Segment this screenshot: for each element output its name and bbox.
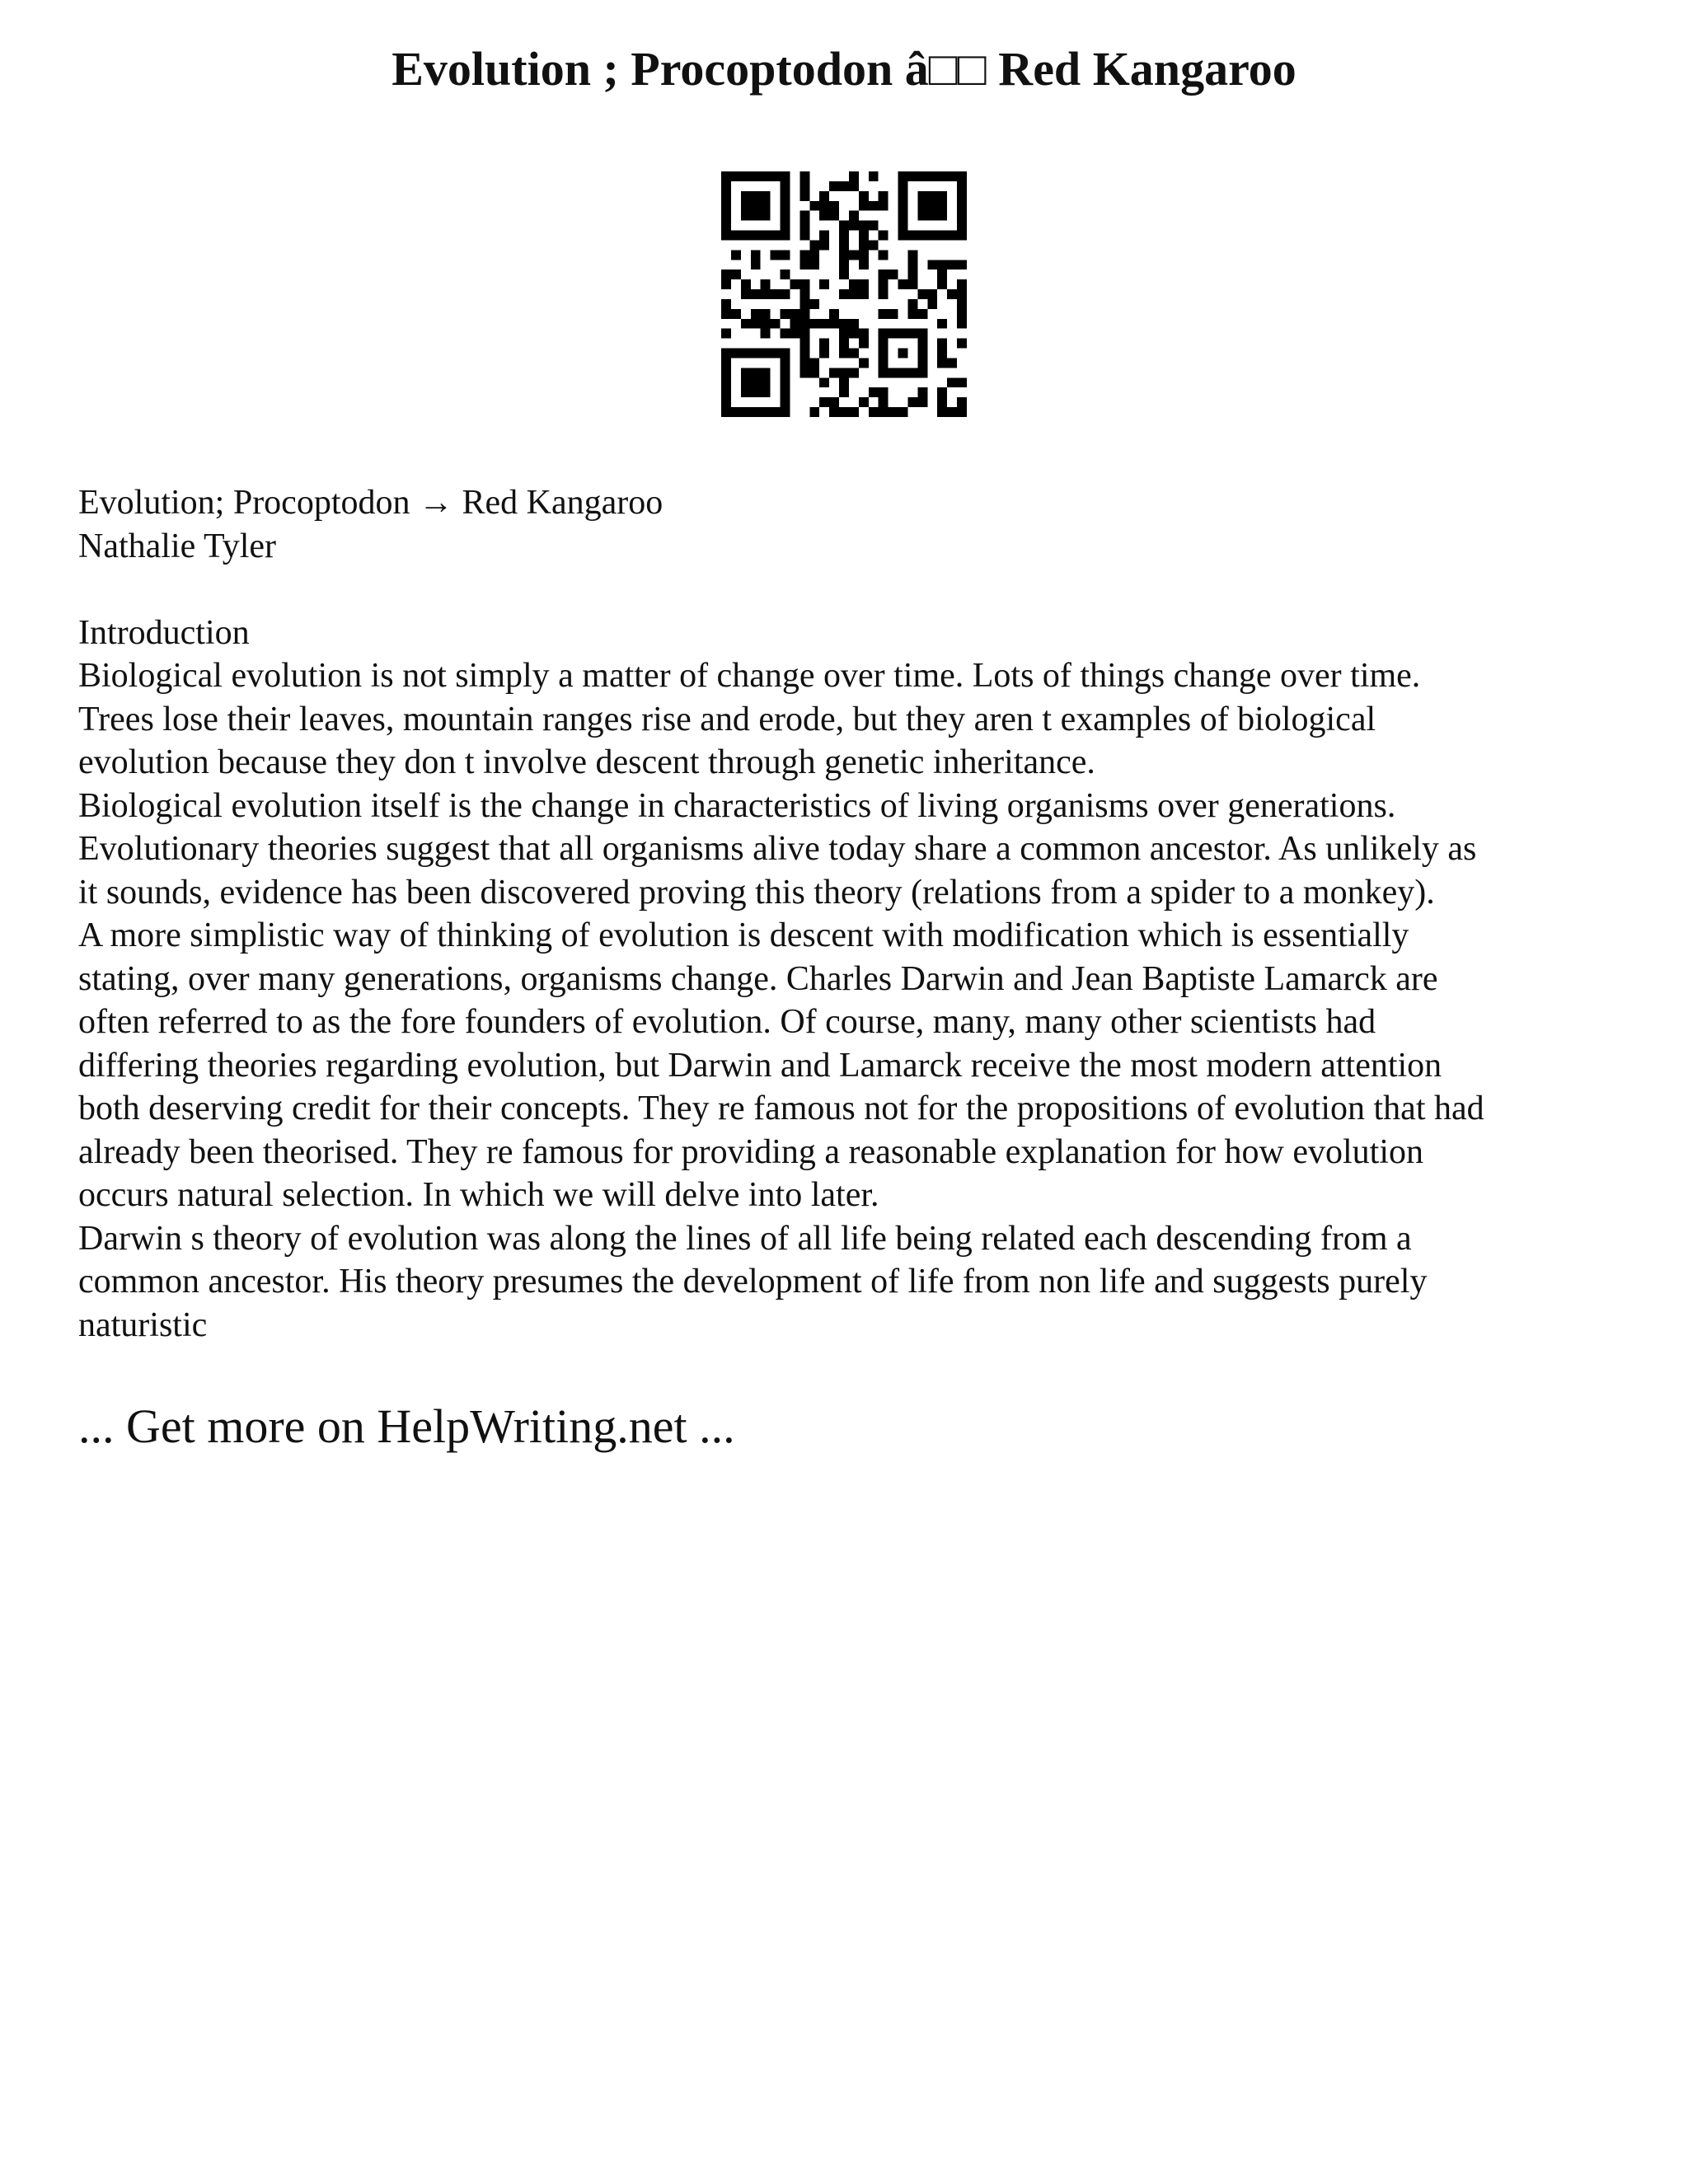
paragraph-line: naturistic: [78, 1305, 208, 1344]
subtitle-line: Evolution; Procoptodon → Red Kangaroo: [78, 484, 663, 522]
paragraph-line: stating, over many generations, organisms change. Charles Darwin and Jean Baptiste Lamarck are: [78, 959, 1438, 998]
paragraph-line: Trees lose their leaves, mountain ranges rise and erode, but they aren t examples of biological: [78, 700, 1376, 738]
paragraph-line: Biological evolution itself is the change in characteristics of living organisms over generations.: [78, 786, 1396, 825]
paragraph-line: it sounds, evidence has been discovered proving this theory (relations from a spider to a monkey).: [78, 873, 1435, 912]
document-body: [78, 481, 1628, 1347]
get-more-link[interactable]: ... Get more on HelpWriting.net ...: [78, 1399, 735, 1453]
section-heading: Introduction: [78, 613, 250, 652]
paragraph-line: Darwin s theory of evolution was along the lines of all life being related each descending from a: [78, 1219, 1412, 1258]
paragraph-line: both deserving credit for their concepts. They re famous not for the propositions of evolution that had: [78, 1090, 1484, 1127]
paragraph-line: A more simplistic way of thinking of evolution is descent with modification which is essentially: [78, 916, 1409, 954]
qr-code-icon: [721, 171, 967, 417]
paragraph-line: often referred to as the fore founders of evolution. Of course, many, many other scientists had: [78, 1003, 1376, 1041]
page-title: Evolution ; Procoptodon â□□ Red Kangaroo: [392, 42, 1296, 96]
author-name: Nathalie Tyler: [78, 527, 277, 565]
paragraph-line: Biological evolution is not simply a matter of change over time. Lots of things change over time.: [78, 657, 1421, 695]
paragraph-line: differing theories regarding evolution, but Darwin and Lamarck receive the most modern attention: [78, 1046, 1442, 1085]
paragraph-line: evolution because they don t involve descent through genetic inheritance.: [78, 743, 1095, 781]
paragraph-line: already been theorised. They re famous for providing a reasonable explanation for how evolution: [78, 1132, 1424, 1171]
paragraph-line: common ancestor. His theory presumes the development of life from non life and suggests purely: [78, 1263, 1428, 1301]
paragraph-line: occurs natural selection. In which we will delve into later.: [78, 1176, 879, 1214]
paragraph-line: Evolutionary theories suggest that all organisms alive today share a common ancestor. As unlikely as: [78, 830, 1477, 868]
paragraph-spacer: [78, 568, 1628, 612]
